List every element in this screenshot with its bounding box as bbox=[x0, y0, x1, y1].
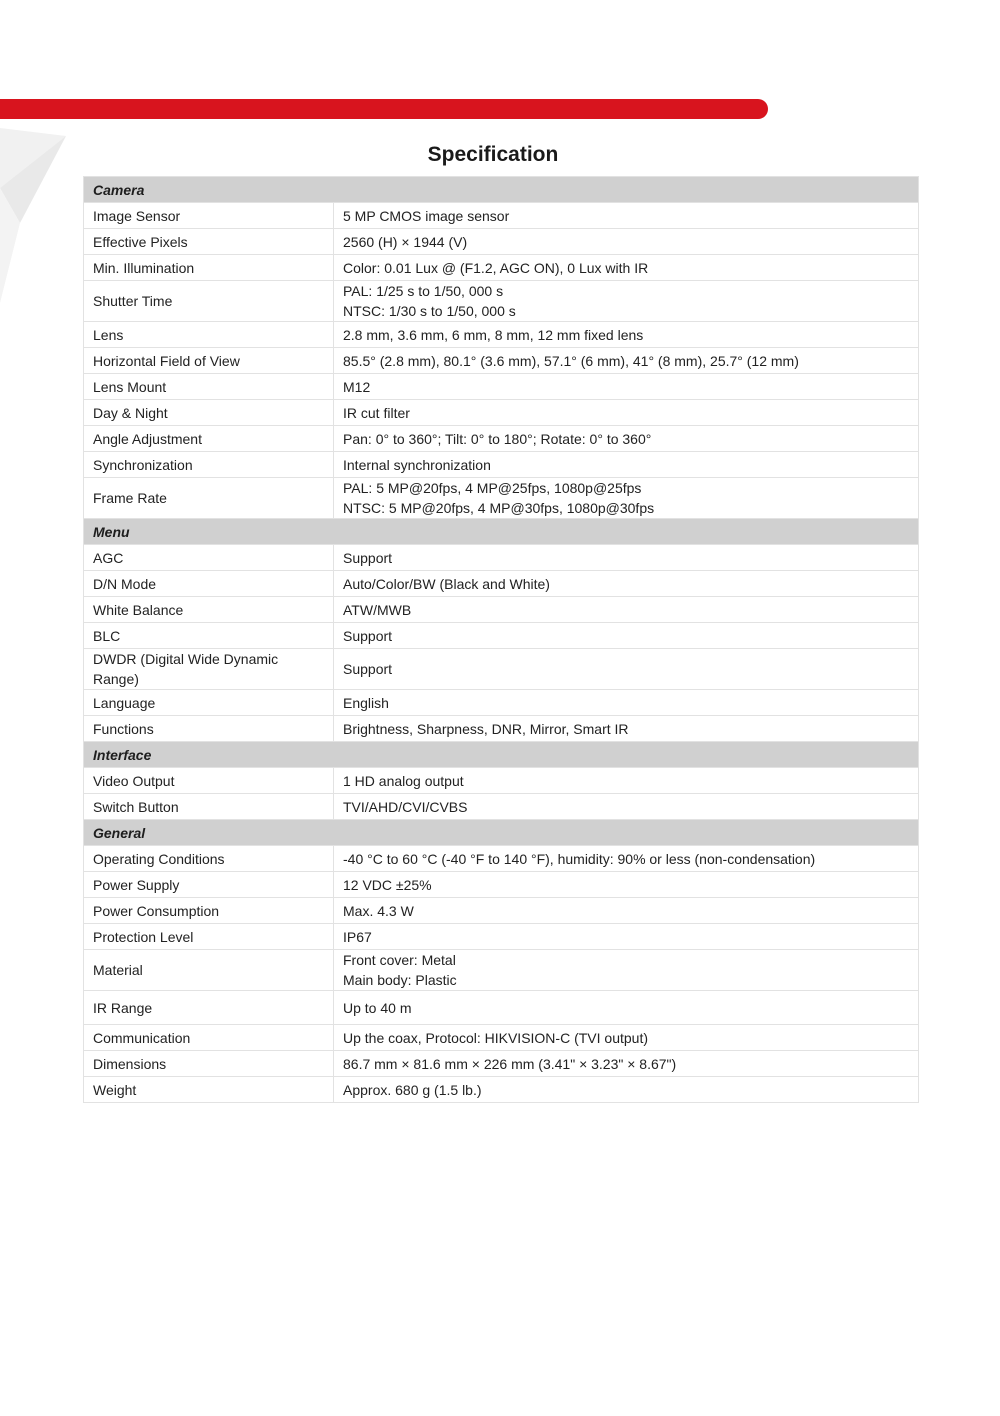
spec-value bbox=[334, 1077, 919, 1103]
spec-row bbox=[84, 545, 919, 571]
spec-row bbox=[84, 690, 919, 716]
spec-value bbox=[334, 597, 919, 623]
spec-value bbox=[334, 872, 919, 898]
spec-value-line: NTSC: 5 MP@20fps, 4 MP@30fps, 1080p@30fps bbox=[343, 500, 655, 516]
spec-label: Communication bbox=[84, 1025, 334, 1051]
spec-value bbox=[334, 203, 919, 229]
spec-value-line: -40 °C to 60 °C (-40 °F to 140 °F), humidity: 90% or less (non-condensation) bbox=[343, 850, 816, 867]
spec-row bbox=[84, 924, 919, 950]
section-header-camera bbox=[84, 177, 919, 203]
spec-value-line: Auto/Color/BW (Black and White) bbox=[343, 575, 550, 592]
spec-row bbox=[84, 898, 919, 924]
spec-row bbox=[84, 1077, 919, 1103]
spec-row bbox=[84, 452, 919, 478]
spec-value bbox=[334, 229, 919, 255]
spec-value-line: 5 MP CMOS image sensor bbox=[343, 207, 510, 224]
section-header-general bbox=[84, 820, 919, 846]
spec-row bbox=[84, 281, 919, 322]
spec-value bbox=[334, 794, 919, 820]
spec-value bbox=[334, 846, 919, 872]
spec-label: D/N Mode bbox=[84, 571, 334, 597]
spec-value-line: TVI/AHD/CVI/CVBS bbox=[343, 798, 468, 815]
spec-value-line: ATW/MWB bbox=[343, 601, 412, 618]
section-title: Menu bbox=[84, 519, 919, 545]
spec-label: Power Supply bbox=[84, 872, 334, 898]
spec-label: Synchronization bbox=[84, 452, 334, 478]
spec-value-line: 85.5° (2.8 mm), 80.1° (3.6 mm), 57.1° (6 mm), 41° (8 mm), 25.7° (12 mm) bbox=[343, 352, 799, 369]
spec-value bbox=[334, 426, 919, 452]
spec-row bbox=[84, 426, 919, 452]
spec-row bbox=[84, 1025, 919, 1051]
spec-label: Lens bbox=[84, 322, 334, 348]
spec-value bbox=[334, 898, 919, 924]
section-title: Interface bbox=[84, 742, 919, 768]
spec-row bbox=[84, 846, 919, 872]
spec-value bbox=[334, 924, 919, 950]
spec-value bbox=[334, 348, 919, 374]
spec-label: White Balance bbox=[84, 597, 334, 623]
spec-value-line: 86.7 mm × 81.6 mm × 226 mm (3.41" × 3.23" × 8.67") bbox=[343, 1055, 677, 1072]
header-accent-bar bbox=[0, 99, 768, 119]
section-header-interface bbox=[84, 742, 919, 768]
spec-value-line: Main body: Plastic bbox=[343, 972, 457, 988]
spec-value-line: Support bbox=[343, 661, 393, 677]
spec-label: Operating Conditions bbox=[84, 846, 334, 872]
spec-label: BLC bbox=[84, 623, 334, 649]
page-title: Specification bbox=[427, 143, 559, 166]
spec-value-line: IR cut filter bbox=[343, 404, 410, 421]
spec-value bbox=[334, 991, 919, 1025]
spec-label: Image Sensor bbox=[84, 203, 334, 229]
spec-label: Frame Rate bbox=[84, 478, 334, 519]
spec-value-line: IP67 bbox=[343, 928, 372, 945]
spec-value bbox=[334, 545, 919, 571]
spec-value bbox=[334, 322, 919, 348]
spec-row bbox=[84, 400, 919, 426]
spec-row bbox=[84, 872, 919, 898]
spec-value-line: 12 VDC ±25% bbox=[343, 876, 432, 893]
spec-value-line: PAL: 5 MP@20fps, 4 MP@25fps, 1080p@25fps bbox=[343, 480, 642, 496]
spec-label: Lens Mount bbox=[84, 374, 334, 400]
spec-label: Video Output bbox=[84, 768, 334, 794]
spec-value bbox=[334, 768, 919, 794]
spec-value bbox=[334, 452, 919, 478]
spec-label: Switch Button bbox=[84, 794, 334, 820]
spec-value-line: 2.8 mm, 3.6 mm, 6 mm, 8 mm, 12 mm fixed lens bbox=[343, 326, 644, 343]
spec-value bbox=[334, 690, 919, 716]
spec-label: AGC bbox=[84, 545, 334, 571]
spec-row bbox=[84, 794, 919, 820]
spec-row bbox=[84, 716, 919, 742]
spec-value bbox=[334, 649, 919, 690]
spec-value-line: 2560 (H) × 1944 (V) bbox=[343, 233, 468, 250]
spec-value-line: Support bbox=[343, 627, 393, 644]
spec-label: Functions bbox=[84, 716, 334, 742]
spec-row bbox=[84, 478, 919, 519]
section-title: General bbox=[84, 820, 919, 846]
spec-row bbox=[84, 348, 919, 374]
spec-row bbox=[84, 1051, 919, 1077]
spec-label: IR Range bbox=[84, 991, 334, 1025]
spec-value-line: Brightness, Sharpness, DNR, Mirror, Smart IR bbox=[343, 720, 629, 737]
spec-value bbox=[334, 1025, 919, 1051]
spec-row bbox=[84, 322, 919, 348]
spec-row bbox=[84, 950, 919, 991]
spec-value-line: Up to 40 m bbox=[343, 999, 412, 1016]
section-header-menu bbox=[84, 519, 919, 545]
spec-value bbox=[334, 374, 919, 400]
spec-row bbox=[84, 229, 919, 255]
spec-label: Material bbox=[84, 950, 334, 991]
spec-label: Horizontal Field of View bbox=[84, 348, 334, 374]
spec-row bbox=[84, 991, 919, 1025]
spec-value-line: English bbox=[343, 694, 389, 711]
spec-label: Day & Night bbox=[84, 400, 334, 426]
spec-value-line: Pan: 0° to 360°; Tilt: 0° to 180°; Rotate: 0° to 360° bbox=[343, 430, 652, 447]
spec-label: Dimensions bbox=[84, 1051, 334, 1077]
spec-value-line: Approx. 680 g (1.5 lb.) bbox=[343, 1081, 482, 1098]
spec-value-line: Front cover: Metal bbox=[343, 952, 456, 968]
spec-row bbox=[84, 571, 919, 597]
spec-label: Language bbox=[84, 690, 334, 716]
spec-label: Weight bbox=[84, 1077, 334, 1103]
spec-value bbox=[334, 281, 919, 322]
spec-row bbox=[84, 623, 919, 649]
spec-value bbox=[334, 623, 919, 649]
spec-label: DWDR (Digital Wide Dynamic Range) bbox=[84, 649, 334, 690]
spec-label: Effective Pixels bbox=[84, 229, 334, 255]
spec-row bbox=[84, 374, 919, 400]
spec-row bbox=[84, 597, 919, 623]
spec-row bbox=[84, 203, 919, 229]
spec-label: Power Consumption bbox=[84, 898, 334, 924]
spec-value-line: Internal synchronization bbox=[343, 456, 491, 473]
spec-row bbox=[84, 768, 919, 794]
spec-value bbox=[334, 478, 919, 519]
spec-label: Angle Adjustment bbox=[84, 426, 334, 452]
spec-value-line: Max. 4.3 W bbox=[343, 902, 414, 919]
spec-value-line: Color: 0.01 Lux @ (F1.2, AGC ON), 0 Lux with IR bbox=[343, 259, 649, 276]
section-title: Camera bbox=[84, 177, 919, 203]
spec-row bbox=[84, 255, 919, 281]
spec-value-line: 1 HD analog output bbox=[343, 772, 464, 789]
spec-value-line: M12 bbox=[343, 378, 371, 395]
spec-value bbox=[334, 400, 919, 426]
spec-value bbox=[334, 1051, 919, 1077]
spec-value bbox=[334, 255, 919, 281]
spec-value bbox=[334, 716, 919, 742]
spec-row bbox=[84, 649, 919, 690]
spec-value-line: PAL: 1/25 s to 1/50, 000 s bbox=[343, 283, 504, 299]
spec-value-line: NTSC: 1/30 s to 1/50, 000 s bbox=[343, 303, 516, 319]
spec-label: Min. Illumination bbox=[84, 255, 334, 281]
spec-value bbox=[334, 950, 919, 991]
spec-value-line: Support bbox=[343, 549, 393, 566]
specification-table bbox=[83, 176, 919, 1103]
spec-label: Protection Level bbox=[84, 924, 334, 950]
spec-value bbox=[334, 571, 919, 597]
spec-label: Shutter Time bbox=[84, 281, 334, 322]
spec-value-line: Up the coax, Protocol: HIKVISION-C (TVI output) bbox=[343, 1029, 648, 1046]
